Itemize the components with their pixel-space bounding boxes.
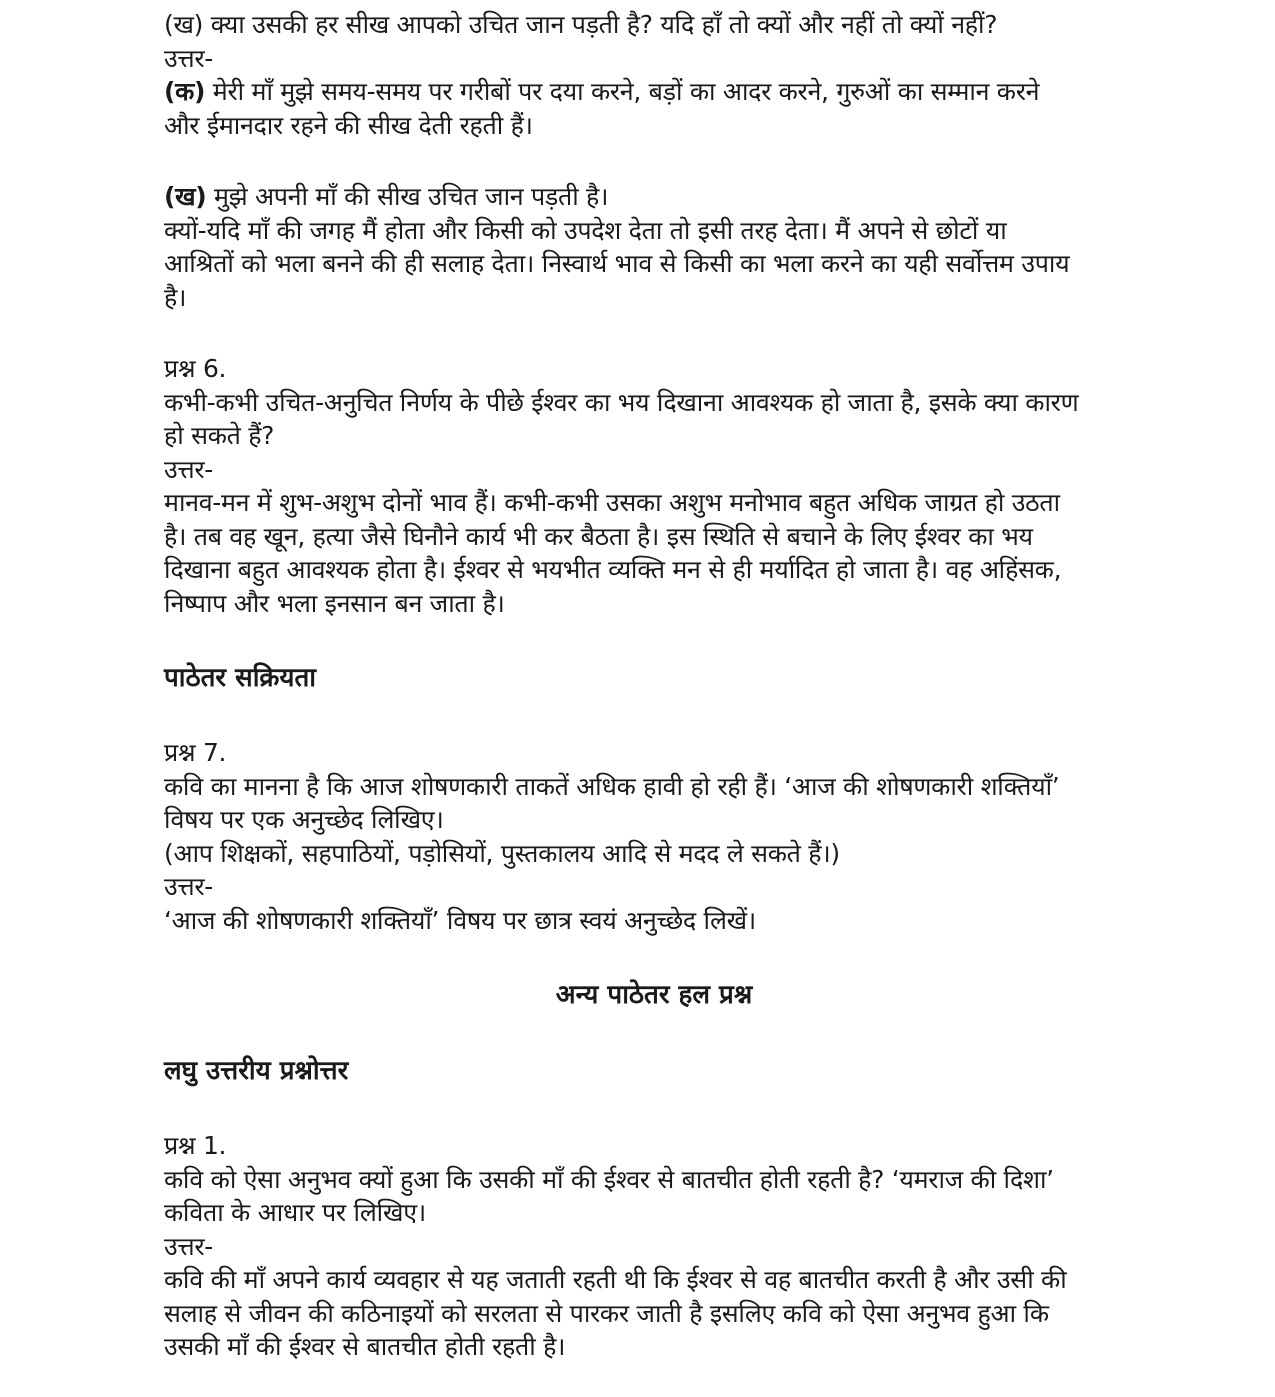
answer-kha-text: मुझे अपनी माँ की सीख उचित जान पड़ती है। (206, 182, 609, 211)
question-6-label: प्रश्न 6. (164, 354, 227, 383)
question-7-text-3: (आप शिक्षकों, सहपाठियों, पड़ोसियों, पुस्तकालय आदि से मदद ले सकते हैं।) (164, 838, 840, 868)
section-heading-short-answers: लघु उत्तरीय प्रश्नोत्तर (164, 1056, 349, 1086)
answer-ka-text: मेरी माँ मुझे समय-समय पर गरीबों पर दया करने, बड़ों का आदर करने, गुरुओं का सम्मान करने (205, 77, 1040, 106)
question-6-text: कभी-कभी उचित-अनुचित निर्णय के पीछे ईश्वर का भय दिखाना आवश्यक हो जाता है, इसके क्या कारण (164, 387, 1079, 417)
answer-ka-line-2: और ईमानदार रहने की सीख देती रहती हैं। (164, 110, 533, 140)
answer-6-line-2: है। तब वह खून, हत्या जैसे घिनौने कार्य भी कर बैठता है। इस स्थिति से बचाने के लिए ईश्वर का भय (164, 521, 1033, 551)
question-1-text: कवि को ऐसा अनुभव क्यों हुआ कि उसकी माँ की ईश्वर से बातचीत होती रहती है? ‘यमराज की दिशा’ (164, 1164, 1054, 1194)
answer-kha-label: (ख) (164, 182, 207, 211)
answer-6-line-3: दिखाना बहुत आवश्यक होता है। ईश्वर से भयभीत व्यक्ति मन से ही मर्यादित हो जाता है। वह अहिंसक, (164, 555, 1062, 584)
answer-ka-line (164, 75, 1144, 109)
section-heading-other-solved: अन्य पाठेतर हल प्रश्न (555, 980, 753, 1010)
answer-6-line-1: मानव-मन में शुभ-अशुभ दोनों भाव हैं। कभी-कभी उसका अशुभ मनोभाव बहुत अधिक जाग्रत हो उठता (164, 488, 1060, 517)
answer-1-line-1: कवि की माँ अपने कार्य व्यवहार से यह जताती रहती थी कि ईश्वर से वह बातचीत करती है और उसी की (164, 1265, 1067, 1294)
section-heading-activity: पाठेतर सक्रियता (164, 663, 317, 693)
answer-kha-line (164, 180, 1144, 214)
question-6-text-2: हो सकते हैं? (164, 421, 275, 450)
answer-ka-label: (क) (164, 77, 206, 106)
answer-1-line-2: सलाह से जीवन की कठिनाइयों को सरलता से पारकर जाती है इसलिए कवि को ऐसा अनुभव हुआ कि (164, 1298, 1049, 1328)
answer-label: उत्तर- (164, 43, 214, 73)
question-kha: (ख) क्या उसकी हर सीख आपको उचित जान पड़ती है? यदि हाँ तो क्यों और नहीं तो क्यों नहीं? (164, 10, 998, 39)
answer-label: उत्तर- (164, 872, 214, 901)
question-1-text-2: कविता के आधार पर लिखिए। (164, 1198, 426, 1227)
question-7-text: कवि का मानना है कि आज शोषणकारी ताकतें अधिक हावी हो रही हैं। ‘आज की शोषणकारी शक्तियाँ’ (164, 771, 1060, 801)
answer-6-line-4: निष्पाप और भला इनसान बन जाता है। (164, 588, 505, 618)
document-page (164, 8, 1144, 1364)
answer-kha-line-3: आश्रितों को भला बनने की ही सलाह देता। निस्वार्थ भाव से किसी का भला करने का यही सर्वोत्तम उपाय (164, 249, 1070, 278)
question-1-label: प्रश्न 1. (164, 1131, 227, 1160)
question-7-text-2: विषय पर एक अनुच्छेद लिखिए। (164, 805, 444, 834)
answer-kha-line-2: क्यों-यदि माँ की जगह मैं होता और किसी को उपदेश देता तो इसी तरह देता। मैं अपने से छोटों या (164, 215, 1007, 245)
answer-kha-line-4: है। (164, 282, 187, 312)
answer-label: उत्तर- (164, 1231, 214, 1261)
answer-7-line-1: ‘आज की शोषणकारी शक्तियाँ’ विषय पर छात्र स्वयं अनुच्छेद लिखें। (164, 905, 756, 935)
answer-label: उत्तर- (164, 454, 214, 484)
question-7-label: प्रश्न 7. (164, 738, 227, 767)
answer-1-line-3: उसकी माँ की ईश्वर से बातचीत होती रहती है। (164, 1332, 566, 1361)
